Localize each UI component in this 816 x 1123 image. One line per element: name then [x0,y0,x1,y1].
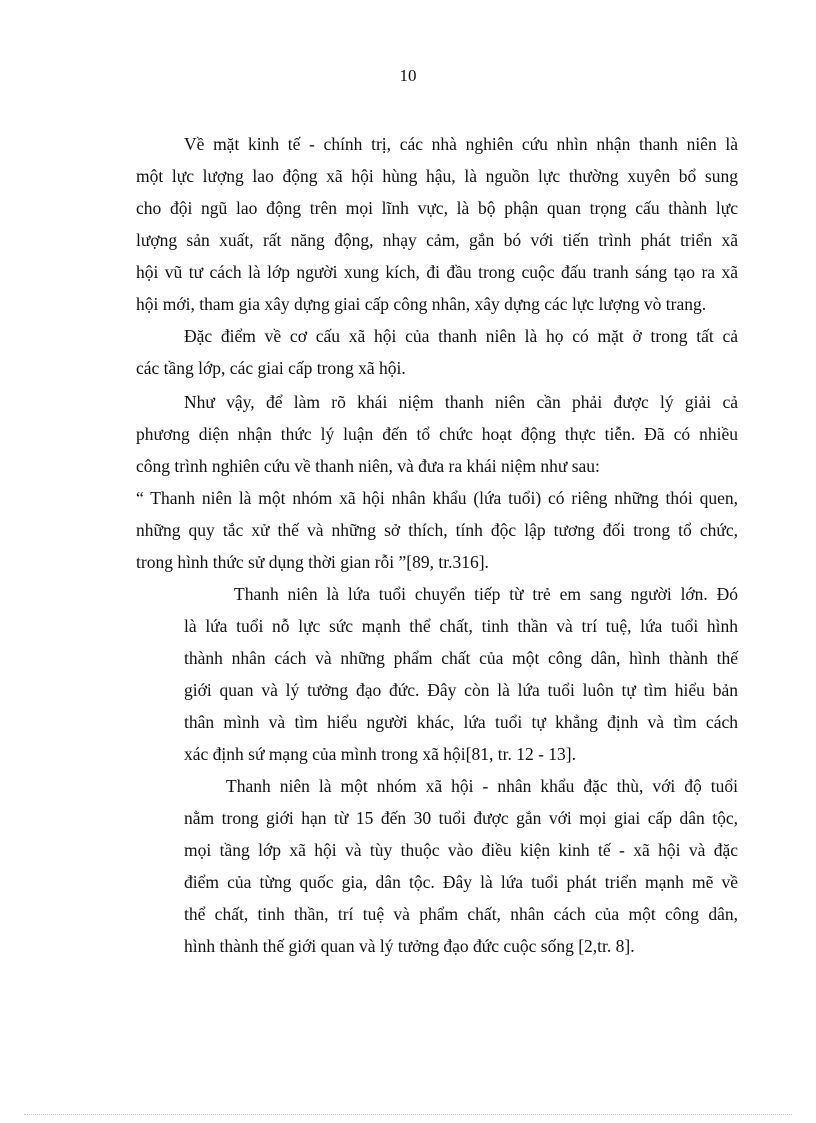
page-bottom-divider [24,1114,792,1115]
text-line: Về mặt kinh tế - chính trị, các nhà nghiên cứu nhìn nhận thanh niên là [184,134,738,154]
text-line: thành nhân cách và những phẩm chất của một công dân, hình thành thế [184,648,738,668]
text-line: hội vũ tư cách là lớp người xung kích, đi đầu trong cuộc đấu tranh sáng tạo ra xã [136,262,738,282]
text-line: hình thành thế giới quan và lý tưởng đạo đức cuộc sống [2,tr. 8]. [184,936,635,956]
text-line: một lực lượng lao động xã hội hùng hậu, là nguồn lực thường xuyên bổ sung [136,166,738,186]
text-line: mọi tầng lớp xã hội và tùy thuộc vào điều kiện kinh tế - xã hội và đặc [184,840,738,860]
text-line: nằm trong giới hạn từ 15 đến 30 tuổi được gắn với mọi giai cấp dân tộc, [184,808,738,828]
text-line: những quy tắc xử thế và những sở thích, tính độc lập tương đối trong tổ chức, [136,520,738,540]
text-line: hội mới, tham gia xây dựng giai cấp công nhân, xây dựng các lực lượng vò trang. [136,294,707,314]
text-line: thể chất, tinh thần, trí tuệ và phẩm chất, nhân cách của một công dân, [184,904,738,924]
text-line: Thanh niên là một nhóm xã hội - nhân khẩu đặc thù, với độ tuổi [226,776,738,796]
text-line: công trình nghiên cứu về thanh niên, và đưa ra khái niệm như sau: [136,456,600,476]
text-line: Thanh niên là lứa tuổi chuyển tiếp từ trẻ em sang người lớn. Đó [234,584,738,604]
text-line: là lứa tuổi nỗ lực sức mạnh thể chất, tinh thần và trí tuệ, lứa tuổi hình [184,616,738,636]
text-line: cho đội ngũ lao động trên mọi lĩnh vực, là bộ phận quan trọng cấu thành lực [136,198,738,218]
text-line: trong hình thức sử dụng thời gian rỗi ”[89, tr.316]. [136,552,489,572]
text-line: điểm của từng quốc gia, dân tộc. Đây là lứa tuổi phát triển mạnh mẽ về [184,872,738,892]
text-line: giới quan và lý tưởng đạo đức. Đây còn là lứa tuổi luôn tự tìm hiểu bản [184,680,738,700]
text-line: “ Thanh niên là một nhóm xã hội nhân khẩu (lứa tuổi) có riêng những thói quen, [136,488,738,508]
text-line: Đặc điểm về cơ cấu xã hội của thanh niên là họ có mặt ở trong tất cả [184,326,738,346]
text-line: lượng sản xuất, rất năng động, nhạy cảm, gắn bó với tiến trình phát triển xã [136,230,738,250]
text-line: phương diện nhận thức lý luận đến tổ chức hoạt động thực tiễn. Đã có nhiều [136,424,738,444]
page-number: 10 [399,66,417,85]
text-line: xác định sứ mạng của mình trong xã hội[81, tr. 12 - 13]. [184,744,576,764]
text-line: các tầng lớp, các giai cấp trong xã hội. [136,358,406,378]
text-line: Như vậy, để làm rõ khái niệm thanh niên cần phải được lý giải cả [184,392,738,412]
text-line: thân mình và tìm hiểu người khác, lứa tuổi tự khẳng định và tìm cách [184,712,738,732]
